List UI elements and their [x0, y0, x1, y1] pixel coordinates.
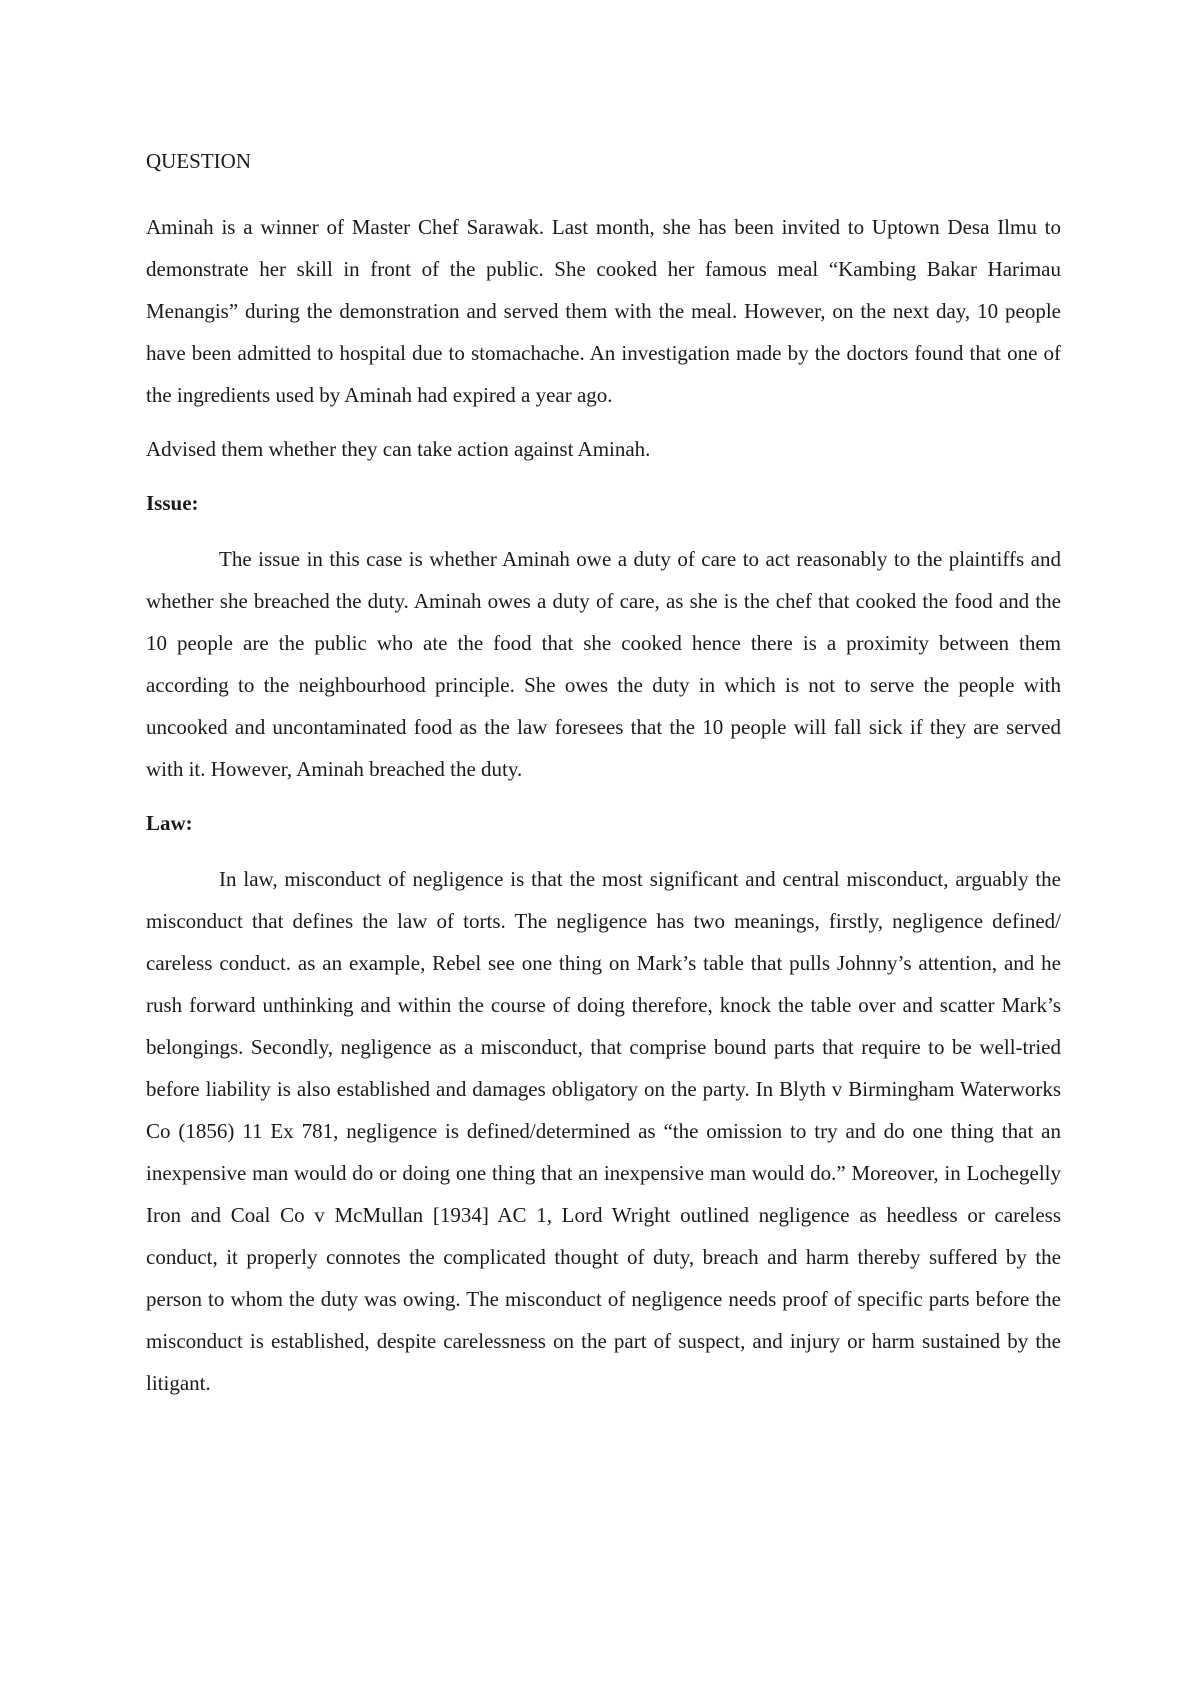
advice-line: Advised them whether they can take action against Aminah.	[146, 437, 651, 461]
issue-paragraph: The issue in this case is whether Aminah owe a duty of care to act reasonably to the plaintiffs and whether she breached the duty. Aminah owes a duty of care, as she is the chef that cooked the food and the 10 people are the public who ate the food that she cooked hence there is a proximity between them according to the neighbourhood principle. She owes the duty in which is not to serve the people with uncooked and uncontaminated food as the law foresees that the 10 people will fall sick if they are served with it. However, Aminah breached the duty.	[146, 547, 1061, 781]
question-paragraph: Aminah is a winner of Master Chef Sarawak. Last month, she has been invited to Uptown Desa Ilmu to demonstrate her skill in front of the public. She cooked her famous meal “Kambing Bakar Harimau Menangis” during the demonstration and served them with the meal. However, on the next day, 10 people have been admitted to hospital due to stomachache. An investigation made by the doctors found that one of the ingredients used by Aminah had expired a year ago.	[146, 215, 1061, 407]
document-page	[146, 140, 1061, 1416]
question-heading: QUESTION	[146, 149, 251, 173]
issue-heading: Issue:	[146, 491, 199, 515]
law-paragraph: In law, misconduct of negligence is that the most significant and central misconduct, arguably the misconduct that defines the law of torts. The negligence has two meanings, firstly, negligence defined/ careless conduct. as an example, Rebel see one thing on Mark’s table that pulls Johnny’s attention, and he rush forward unthinking and within the course of doing therefore, knock the table over and scatter Mark’s belongings. Secondly, negligence as a misconduct, that comprise bound parts that require to be well-tried before liability is also established and damages obligatory on the party. In Blyth v Birmingham Waterworks Co (1856) 11 Ex 781, negligence is defined/determined as “the omission to try and do one thing that an inexpensive man would do or doing one thing that an inexpensive man would do.” Moreover, in Lochegelly Iron and Coal Co v McMullan [1934] AC 1, Lord Wright outlined negligence as heedless or careless conduct, it properly connotes the complicated thought of duty, breach and harm thereby suffered by the person to whom the duty was owing. The misconduct of negligence needs proof of specific parts before the misconduct is established, despite carelessness on the part of suspect, and injury or harm sustained by the litigant.	[146, 867, 1061, 1395]
law-heading: Law:	[146, 811, 193, 835]
